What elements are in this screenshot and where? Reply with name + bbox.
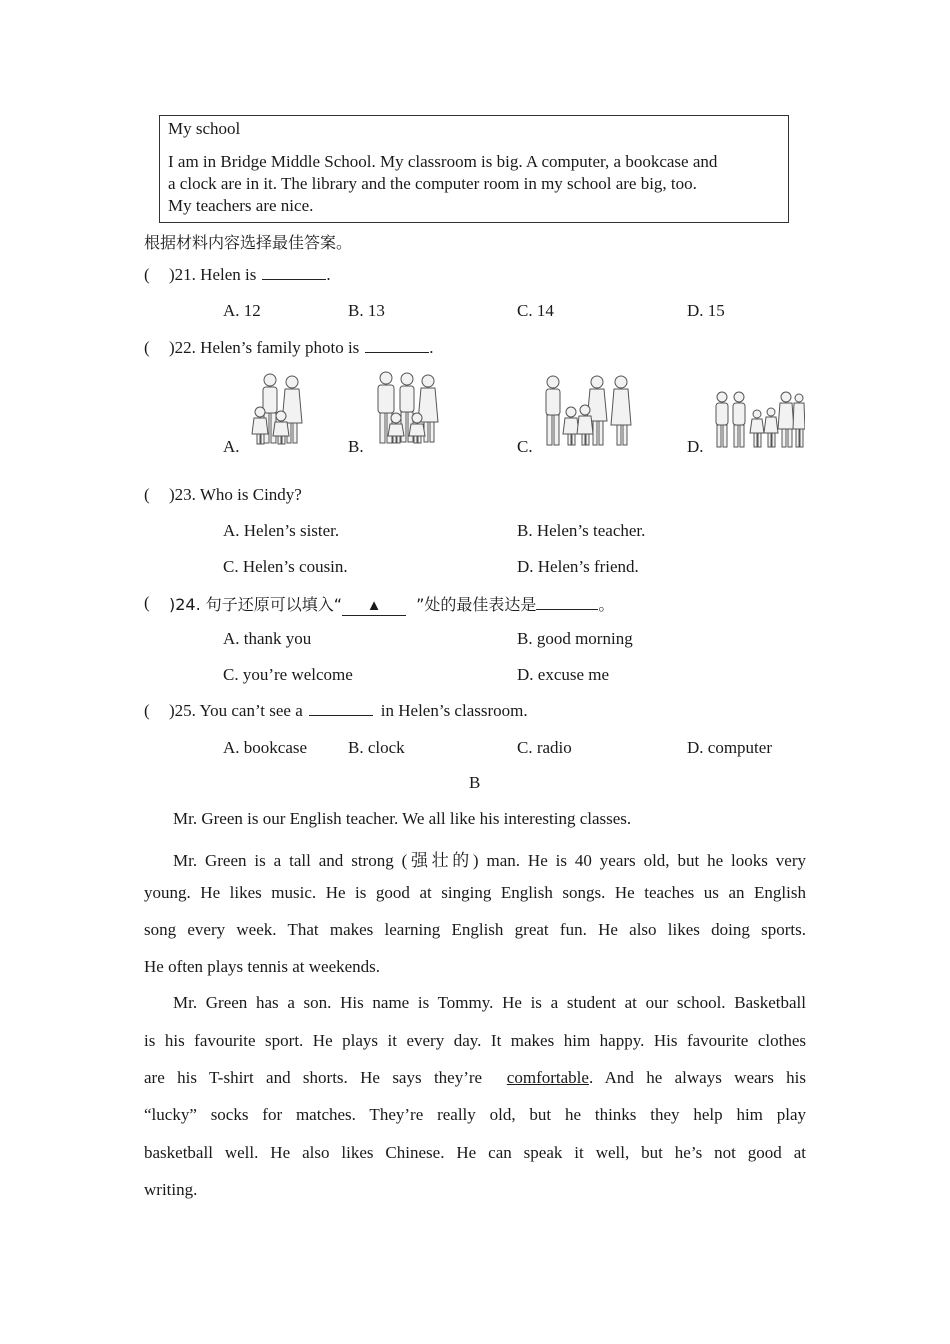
section-heading: B (469, 773, 481, 792)
box-title: My school (168, 119, 241, 138)
q22-option-d: D. (687, 437, 704, 456)
answer-blank (365, 338, 429, 353)
q25-option-b: B. clock (348, 738, 405, 757)
text-box (159, 115, 789, 223)
q22-label: )22. Helen’s family photo is (169, 338, 360, 357)
passage-text: . And he always wears his (588, 1068, 807, 1087)
q22-paren: ( (144, 338, 150, 357)
q21-end: . (326, 265, 331, 284)
q24-option-c: C. you’re welcome (223, 665, 353, 684)
q21-label: )21. Helen is (169, 265, 257, 284)
family-photo-a (248, 370, 314, 450)
q25-label: )25. You can’t see a (169, 701, 303, 720)
passage-line: basketball well. He also likes Chinese. He can speak it well, but he’s not good at (144, 1143, 806, 1162)
box-line-3: My teachers are nice. (168, 196, 314, 215)
q21-option-b: B. 13 (348, 301, 385, 320)
q22-question (169, 338, 434, 358)
q25-option-d: D. computer (687, 738, 772, 757)
q24-paren: ( (144, 593, 150, 612)
q21-option-a: A. 12 (223, 301, 261, 320)
q23-paren: ( (144, 485, 150, 504)
q22-option-b: B. (348, 437, 364, 456)
q24-question (169, 592, 614, 616)
q24-option-a: A. thank you (223, 629, 312, 648)
q23-option-b: B. Helen’s teacher. (517, 521, 646, 540)
answer-blank (262, 265, 326, 280)
passage-line: song every week. That makes learning English great fun. He also likes doing sports. (144, 920, 806, 939)
answer-blank (309, 701, 373, 716)
q23-option-a: A. Helen’s sister. (223, 521, 340, 540)
q24-label-post: ”处的最佳表达是 (416, 595, 537, 614)
q22-end: . (429, 338, 434, 357)
box-line-1: I am in Bridge Middle School. My classroom is big. A computer, a bookcase and (168, 152, 718, 171)
q25-option-c: C. radio (517, 738, 572, 757)
q23-option-c: C. Helen’s cousin. (223, 557, 348, 576)
q22-option-c: C. (517, 437, 533, 456)
q21-question (169, 265, 331, 285)
q25-label-end: in Helen’s classroom. (380, 701, 528, 720)
passage-line: Mr. Green has a son. His name is Tommy. He is a student at our school. Basketball (173, 993, 806, 1012)
underlined-word: comfortable (506, 1068, 589, 1087)
passage-text: are his T-shirt and shorts. He says they’re (144, 1068, 483, 1087)
family-photo-b (372, 368, 442, 450)
q23-label: )23. Who is Cindy? (169, 485, 302, 504)
q24-option-d: D. excuse me (517, 665, 610, 684)
q25-option-a: A. bookcase (223, 738, 308, 757)
passage-line: “lucky” socks for matches. They’re really old, but he thinks they help him play (144, 1105, 806, 1124)
q24-option-b: B. good morning (517, 629, 633, 648)
q21-option-d: D. 15 (687, 301, 725, 320)
q25-question (169, 701, 528, 721)
passage-line (144, 1068, 806, 1088)
q21-option-c: C. 14 (517, 301, 554, 320)
answer-blank (536, 595, 598, 610)
q25-paren: ( (144, 701, 150, 720)
q24-end: 。 (598, 595, 615, 614)
box-line-2: a clock are in it. The library and the computer room in my school are big, too. (168, 174, 697, 193)
q24-label-pre: )24. 句子还原可以填入“ (169, 595, 343, 614)
passage-line: young. He likes music. He is good at singing English songs. He teaches us an English (144, 883, 806, 902)
family-photo-c (541, 372, 635, 450)
passage-line: is his favourite sport. He plays it every day. It makes him happy. His favourite clothes (144, 1031, 806, 1050)
passage-paragraph-1: Mr. Green is our English teacher. We all like his interesting classes. (173, 809, 632, 828)
instruction: 根据材料内容选择最佳答案。 (144, 233, 353, 252)
passage-line: Mr. Green is a tall and strong (强壮的) man. He is 40 years old, but he looks very (173, 851, 806, 870)
q23-option-d: D. Helen’s friend. (517, 557, 639, 576)
q21-paren: ( (144, 265, 150, 284)
q22-option-a: A. (223, 437, 240, 456)
passage-line: He often plays tennis at weekends. (144, 957, 381, 976)
triangle-blank: ▲ (342, 598, 406, 616)
family-photo-d (713, 388, 805, 450)
passage-line: writing. (144, 1180, 198, 1199)
